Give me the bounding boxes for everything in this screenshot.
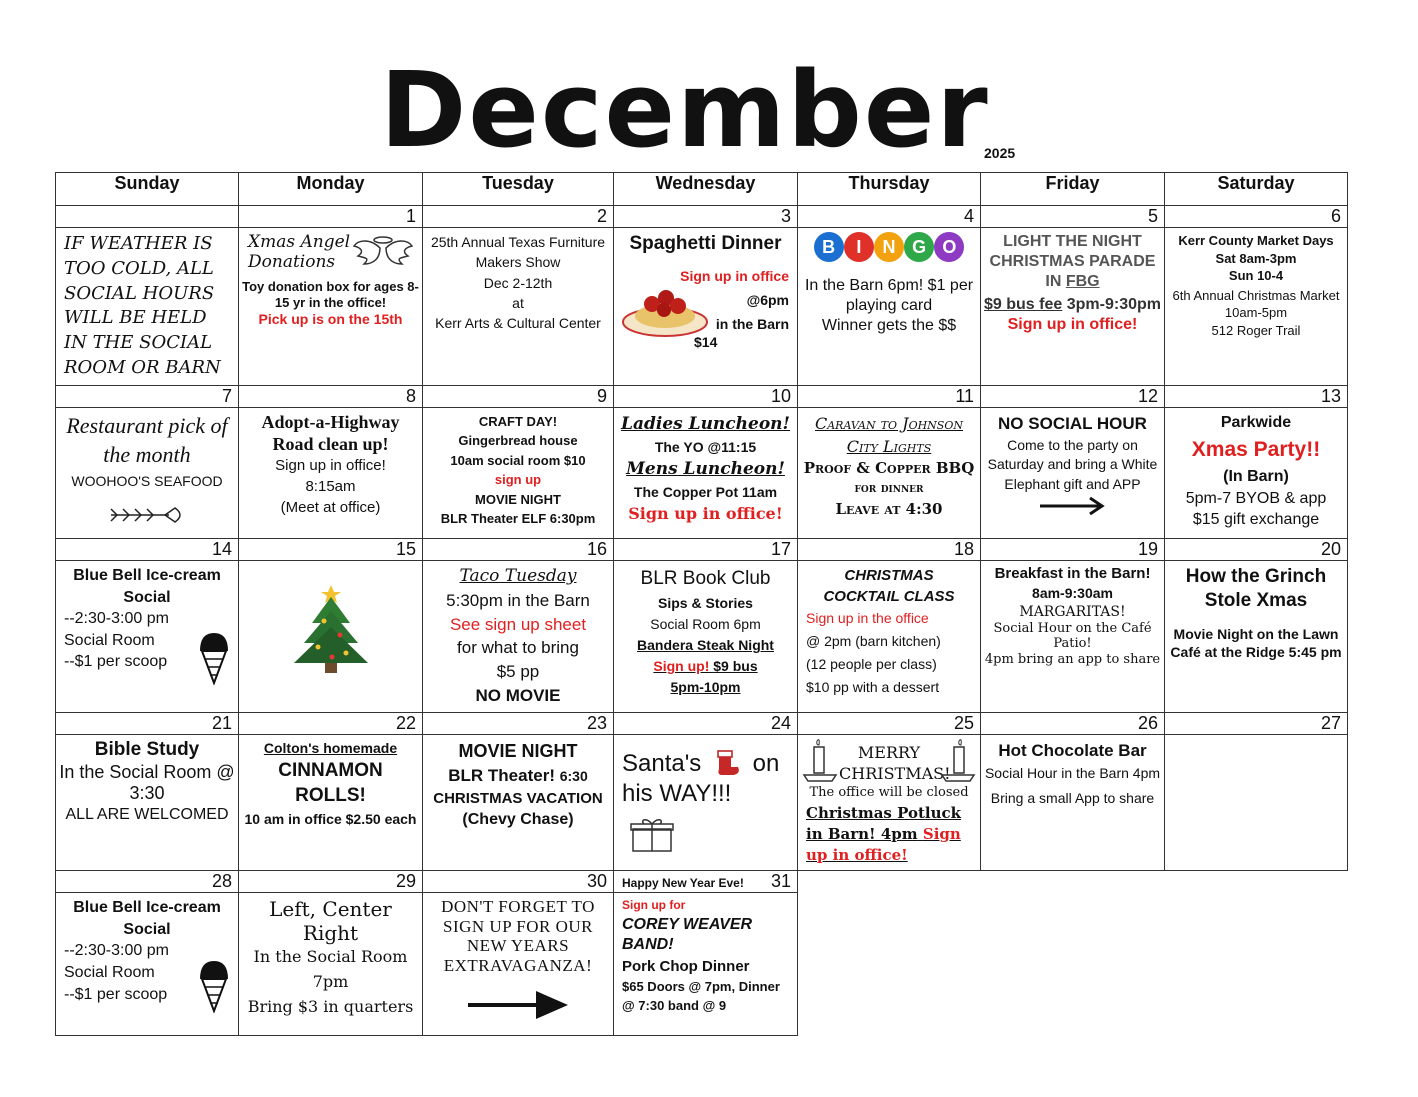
week-3-events bbox=[56, 560, 1348, 712]
bingo-ball: I bbox=[844, 232, 874, 262]
xmas-party-time: 5pm-7 BYOB & app bbox=[1185, 489, 1327, 507]
no-social-hour: NO SOCIAL HOUR bbox=[998, 413, 1147, 433]
bible-study-location: In the Social Room @ 3:30 bbox=[59, 761, 235, 804]
candle-icon bbox=[802, 737, 840, 783]
highway-signup: Sign up in office! bbox=[275, 457, 386, 475]
bingo-details: In the Barn 6pm! $1 per playing card bbox=[804, 277, 974, 314]
margaritas-details: 4pm bring an app to share bbox=[984, 651, 1161, 667]
day-number: 3 bbox=[614, 206, 798, 228]
day-cell-23 bbox=[423, 734, 614, 870]
christmas-tree-icon bbox=[288, 583, 374, 675]
market-address: 512 Roger Trail bbox=[1211, 322, 1301, 338]
day-number: 9 bbox=[423, 385, 614, 407]
day-cell-1 bbox=[239, 228, 423, 386]
grinch-movie-night: Movie Night on the Lawn bbox=[1173, 626, 1339, 643]
weekday-wednesday: Wednesday bbox=[614, 173, 798, 206]
day-number: 7 bbox=[56, 385, 239, 407]
day-cell-2 bbox=[423, 228, 614, 386]
gingerbread-house: Gingerbread house bbox=[458, 433, 578, 449]
day-number: 27 bbox=[1165, 712, 1348, 734]
day-cell-5 bbox=[981, 228, 1165, 386]
day-cell-9 bbox=[423, 407, 614, 538]
spaghetti-price: $14 bbox=[694, 334, 718, 350]
day-cell-22 bbox=[239, 734, 423, 870]
movie-night-details: BLR Theater ELF 6:30pm bbox=[440, 511, 596, 527]
day-number: 20 bbox=[1165, 538, 1348, 560]
new-years-price-times: $65 Doors @ 7pm, Dinner @ 7:30 band @ 9 bbox=[622, 978, 780, 1013]
day-number: 4 bbox=[798, 206, 981, 228]
ice-cream-location: Social Room bbox=[64, 963, 155, 981]
cinnamon-rolls-maker: Colton's homemade bbox=[263, 739, 398, 756]
day-number: 18 bbox=[798, 538, 981, 560]
cocktail-signup: Sign up in the office bbox=[806, 609, 929, 626]
angel-donations-title: Xmas Angel Donations bbox=[248, 232, 351, 273]
parade-fbg: FBG bbox=[1065, 273, 1100, 290]
lcr-bring: Bring $3 in quarters bbox=[247, 996, 414, 1016]
day-cell-7 bbox=[56, 407, 239, 538]
breakfast-time: 8am-9:30am bbox=[1032, 584, 1113, 601]
week-1-numbers bbox=[56, 206, 1348, 228]
market-days-sun: Sun 10-4 bbox=[1228, 268, 1284, 284]
day-cell-8 bbox=[239, 407, 423, 538]
fish-bones-icon bbox=[109, 505, 185, 525]
weekday-saturday: Saturday bbox=[1165, 173, 1348, 206]
merry-christmas: MERRY CHRISTMAS! bbox=[839, 742, 951, 783]
spaghetti-title: Spaghetti Dinner bbox=[629, 233, 782, 254]
day-cell-12 bbox=[981, 407, 1165, 538]
weather-note-cell bbox=[56, 228, 239, 386]
margaritas-title: MARGARITAS! bbox=[1019, 603, 1126, 620]
day-number: 11 bbox=[798, 385, 981, 407]
movie-star-23: (Chevy Chase) bbox=[462, 810, 574, 828]
ice-cream-social-title: Blue Bell Ice-cream Social bbox=[73, 566, 221, 606]
restaurant-name: WOOHOO'S SEAFOOD bbox=[71, 473, 223, 490]
day-number: 19 bbox=[981, 538, 1165, 560]
book-club-subtitle: Sips & Stories bbox=[658, 595, 753, 612]
empty-cell bbox=[798, 871, 981, 893]
spaghetti-signup: Sign up in office bbox=[680, 268, 789, 284]
blr-theater: BLR Theater! bbox=[448, 765, 555, 785]
stocking-icon bbox=[712, 749, 742, 777]
parade-bus-fee: $9 bus fee bbox=[984, 296, 1063, 313]
day-cell-21 bbox=[56, 734, 239, 870]
office-closed: The office will be closed bbox=[809, 785, 969, 801]
craft-day-title: CRAFT DAY! bbox=[478, 413, 558, 429]
month-title: December bbox=[380, 49, 990, 171]
day-number: 10 bbox=[614, 385, 798, 407]
candle-icon bbox=[938, 737, 976, 783]
santa-line-2: his WAY!!! bbox=[622, 779, 732, 807]
parade-title: LIGHT THE NIGHT CHRISTMAS PARADE IN bbox=[989, 233, 1156, 290]
bingo-balls bbox=[801, 232, 977, 262]
cocktail-class-title: CHRISTMAS COCKTAIL CLASS bbox=[823, 566, 955, 605]
weather-note: IF WEATHER IS TOO COLD, ALL SOCIAL HOURS WILL BE HELD IN THE SOCIAL ROOM OR BARN bbox=[64, 233, 221, 379]
day-number: 2 bbox=[423, 206, 614, 228]
taco-time: 5:30pm in the Barn bbox=[446, 590, 590, 610]
week-3-numbers bbox=[56, 538, 1348, 560]
ladies-luncheon-details: The YO @11:15 bbox=[654, 438, 757, 455]
christmas-market: 6th Annual Christmas Market 10am-5pm bbox=[1172, 287, 1340, 321]
new-years-reminder: DON'T FORGET TO SIGN UP FOR OUR NEW YEARS EXTRAVAGANZA! bbox=[441, 897, 595, 975]
day-cell-3 bbox=[614, 228, 798, 386]
xmas-party-title: Xmas Party!! bbox=[1191, 437, 1321, 461]
week-2-events bbox=[56, 407, 1348, 538]
craft-signup: sign up bbox=[494, 472, 542, 488]
taco-signup: See sign up sheet bbox=[449, 614, 587, 634]
mens-luncheon-details: The Copper Pot 11am bbox=[633, 483, 778, 500]
ice-cream-time: --2:30-3:00 pm bbox=[64, 610, 169, 628]
lcr-location: In the Social Room bbox=[253, 947, 408, 967]
week-5-numbers bbox=[56, 871, 1348, 893]
hot-chocolate-details: Social Hour in the Barn 4pm bbox=[984, 765, 1161, 782]
day-cell-17 bbox=[614, 560, 798, 712]
day-number: 31 bbox=[770, 871, 791, 892]
taco-price: $5 pp bbox=[496, 662, 540, 682]
ladies-luncheon: Ladies Luncheon! bbox=[621, 413, 790, 434]
book-club-title: BLR Book Club bbox=[640, 567, 771, 589]
mens-luncheon: Mens Luncheon! bbox=[626, 458, 785, 479]
day-cell-24 bbox=[614, 734, 798, 870]
parade-time: 3pm-9:30pm bbox=[1066, 296, 1161, 313]
day-number: 6 bbox=[1165, 206, 1348, 228]
empty-cell bbox=[798, 893, 981, 1036]
santa-line-1: Santa's bbox=[622, 749, 702, 777]
week-2-numbers bbox=[56, 385, 1348, 407]
steak-night-time: 5pm-10pm bbox=[670, 679, 741, 696]
bingo-ball: B bbox=[814, 232, 844, 262]
day-number: 25 bbox=[798, 712, 981, 734]
spaghetti-time: @6pm bbox=[746, 292, 789, 308]
taco-bring: for what to bring bbox=[457, 638, 579, 658]
day-number-31 bbox=[614, 871, 798, 893]
day-number: 17 bbox=[614, 538, 798, 560]
caravan-for-dinner: for dinner bbox=[854, 481, 924, 497]
day-cell-10 bbox=[614, 407, 798, 538]
spaghetti-icon bbox=[620, 278, 710, 340]
bingo-ball: G bbox=[904, 232, 934, 262]
day-number: 13 bbox=[1165, 385, 1348, 407]
weekday-tuesday: Tuesday bbox=[423, 173, 614, 206]
pork-chop-dinner: Pork Chop Dinner bbox=[622, 958, 750, 976]
lcr-time: 7pm bbox=[312, 971, 349, 991]
day-cell-26 bbox=[981, 734, 1165, 870]
week-1-events bbox=[56, 228, 1348, 386]
ice-cream-social-title: Blue Bell Ice-cream Social bbox=[73, 899, 221, 938]
bingo-ball: N bbox=[874, 232, 904, 262]
highway-time: 8:15am bbox=[305, 478, 356, 496]
day-number: 23 bbox=[423, 712, 614, 734]
bible-study-welcome: ALL ARE WELCOMED bbox=[65, 805, 229, 823]
empty-cell bbox=[1165, 871, 1348, 893]
hot-chocolate-bring: Bring a small App to share bbox=[990, 789, 1155, 806]
highway-meet: (Meet at office) bbox=[280, 499, 381, 517]
bingo-ball: O bbox=[934, 232, 964, 262]
bingo-winner: Winner gets the $$ bbox=[821, 317, 957, 334]
day-number: 30 bbox=[423, 871, 614, 893]
day-number: 15 bbox=[239, 538, 423, 560]
steak-night-title: Bandera Steak Night bbox=[637, 637, 774, 654]
market-days-sat: Sat 8am-3pm bbox=[1215, 250, 1297, 266]
bible-study-title: Bible Study bbox=[94, 738, 200, 760]
day-number: 12 bbox=[981, 385, 1165, 407]
gift-icon bbox=[630, 817, 674, 853]
weekday-sunday: Sunday bbox=[56, 173, 239, 206]
day-number-empty bbox=[56, 206, 239, 228]
movie-night-title-23: MOVIE NIGHT bbox=[458, 740, 578, 761]
lcr-title: Left, Center Right bbox=[269, 897, 392, 946]
corey-weaver-signup: Sign up for bbox=[622, 898, 686, 913]
day-cell-18 bbox=[798, 560, 981, 712]
weekday-thursday: Thursday bbox=[798, 173, 981, 206]
cinnamon-rolls-details: 10 am in office $2.50 each bbox=[244, 811, 417, 828]
cocktail-capacity: (12 people per class) bbox=[806, 656, 937, 673]
parade-signup: Sign up in office! bbox=[1007, 316, 1138, 333]
ice-cream-icon bbox=[196, 957, 232, 1013]
pickup-text: Pick up is on the 15th bbox=[258, 311, 403, 328]
empty-cell bbox=[981, 893, 1165, 1036]
weekday-monday: Monday bbox=[239, 173, 423, 206]
calendar-grid bbox=[55, 172, 1348, 1036]
margaritas-location: Social Hour on the Café Patio! bbox=[993, 620, 1152, 652]
day-cell-25 bbox=[798, 734, 981, 870]
market-days-title: Kerr County Market Days bbox=[1178, 233, 1334, 248]
caravan-leave: Leave at 4:30 bbox=[835, 499, 943, 518]
furniture-show-venue: Kerr Arts & Cultural Center bbox=[435, 315, 601, 332]
ice-cream-time: --2:30-3:00 pm bbox=[64, 942, 169, 960]
day-cell-30 bbox=[423, 893, 614, 1036]
cocktail-time: @ 2pm (barn kitchen) bbox=[806, 633, 941, 650]
day-cell-11 bbox=[798, 407, 981, 538]
angel-wings-icon bbox=[352, 232, 414, 270]
ice-cream-icon bbox=[196, 629, 232, 685]
spaghetti-location: in the Barn bbox=[715, 316, 789, 332]
day-number: 29 bbox=[239, 871, 423, 893]
weekday-header-row bbox=[56, 173, 1348, 206]
day-cell-15 bbox=[239, 560, 423, 712]
day-number: 8 bbox=[239, 385, 423, 407]
steak-night-bus: $9 bus bbox=[713, 658, 758, 675]
movie-night-title: MOVIE NIGHT bbox=[475, 491, 561, 507]
highway-title: Adopt-a-Highway Road clean up! bbox=[261, 411, 400, 454]
ice-cream-price: --$1 per scoop bbox=[64, 985, 168, 1003]
day-cell-28 bbox=[56, 893, 239, 1036]
breakfast-title: Breakfast in the Barn! bbox=[994, 564, 1151, 582]
luncheon-signup: Sign up in office! bbox=[628, 503, 783, 523]
day-number: 21 bbox=[56, 712, 239, 734]
ice-cream-price: --$1 per scoop bbox=[64, 653, 168, 671]
corey-weaver-band: COREY WEAVER BAND! bbox=[622, 915, 753, 954]
day-number: 24 bbox=[614, 712, 798, 734]
day-cell-27 bbox=[1165, 734, 1348, 870]
furniture-show-title: 25th Annual Texas Furniture Makers Show bbox=[430, 234, 606, 271]
weekday-friday: Friday bbox=[981, 173, 1165, 206]
book-club-location: Social Room 6pm bbox=[650, 616, 761, 633]
arrow-right-icon bbox=[466, 985, 570, 1025]
week-5-events bbox=[56, 893, 1348, 1036]
cocktail-price: $10 pp with a dessert bbox=[806, 679, 940, 696]
empty-cell bbox=[981, 871, 1165, 893]
restaurant-pick-title: Restaurant pick of the month bbox=[66, 412, 228, 467]
day-number: 28 bbox=[56, 871, 239, 893]
day-number: 22 bbox=[239, 712, 423, 734]
santa-line-1b: on bbox=[752, 749, 780, 777]
week-4-events bbox=[56, 734, 1348, 870]
day-number: 16 bbox=[423, 538, 614, 560]
day-cell-4 bbox=[798, 228, 981, 386]
empty-cell bbox=[1165, 893, 1348, 1036]
grinch-location: Café at the Ridge 5:45 pm bbox=[1170, 643, 1342, 660]
movie-time-23: 6:30 bbox=[559, 767, 588, 784]
craft-time: 10am social room $10 bbox=[450, 452, 586, 468]
day-cell-19 bbox=[981, 560, 1165, 712]
day-cell-29 bbox=[239, 893, 423, 1036]
day-cell-31 bbox=[614, 893, 798, 1036]
movie-title-23: CHRISTMAS VACATION bbox=[433, 789, 603, 807]
hot-chocolate-title: Hot Chocolate Bar bbox=[998, 740, 1147, 760]
arrow-right-icon bbox=[1038, 495, 1108, 517]
new-years-eve-label: Happy New Year Eve! bbox=[622, 876, 744, 891]
potluck-signup: Sign up in office! bbox=[806, 825, 961, 865]
toy-donation-text: Toy donation box for ages 8-15 yr in the office! bbox=[242, 278, 419, 311]
day-cell-16 bbox=[423, 560, 614, 712]
ice-cream-location: Social Room bbox=[64, 631, 155, 649]
furniture-show-at: at bbox=[512, 294, 524, 311]
day-number: 5 bbox=[981, 206, 1165, 228]
day-number: 14 bbox=[56, 538, 239, 560]
no-movie: NO MOVIE bbox=[475, 685, 561, 705]
furniture-show-dates: Dec 2-12th bbox=[483, 274, 553, 291]
steak-night-signup: Sign up! bbox=[653, 658, 710, 675]
year-label: 2025 bbox=[984, 145, 1016, 161]
grinch-title: How the Grinch Stole Xmas bbox=[1185, 565, 1327, 611]
week-4-numbers bbox=[56, 712, 1348, 734]
day-cell-20 bbox=[1165, 560, 1348, 712]
potluck-title: Christmas Potluck in Barn! 4pm bbox=[806, 804, 962, 844]
caravan-dinner: Proof & Copper BBQ bbox=[803, 459, 975, 478]
gift-exchange: $15 gift exchange bbox=[1192, 511, 1320, 529]
day-cell-6 bbox=[1165, 228, 1348, 386]
day-cell-13 bbox=[1165, 407, 1348, 538]
day-number: 1 bbox=[239, 206, 423, 228]
day-number: 26 bbox=[981, 712, 1165, 734]
parkwide-label: Parkwide bbox=[1220, 413, 1292, 431]
xmas-party-location: (In Barn) bbox=[1223, 467, 1289, 485]
caravan-title: Caravan to Johnson City Lights bbox=[815, 413, 963, 457]
taco-tuesday-title: Taco Tuesday bbox=[459, 565, 577, 586]
cinnamon-rolls-title: CINNAMON ROLLS! bbox=[278, 759, 383, 806]
day-cell-14 bbox=[56, 560, 239, 712]
party-invite: Come to the party on Saturday and bring a White Elephant gift and APP bbox=[987, 436, 1158, 492]
